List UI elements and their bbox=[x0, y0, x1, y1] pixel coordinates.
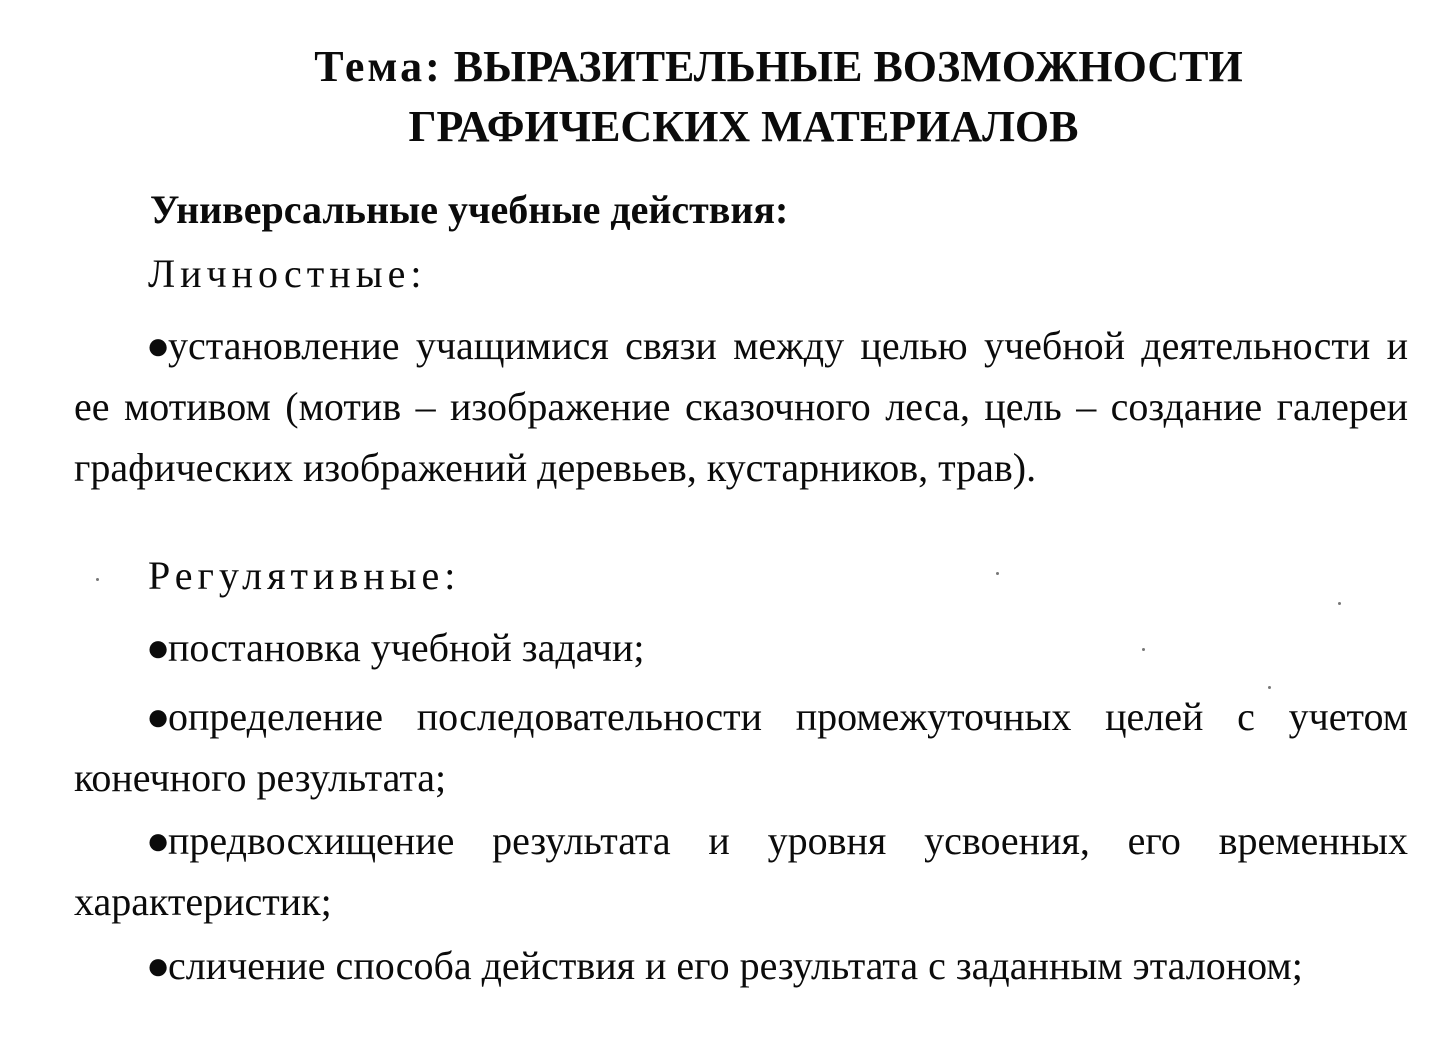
list-item-regulative-3 bbox=[74, 810, 1408, 932]
title-prefix: Тема: bbox=[314, 42, 443, 91]
page-title-line-2 bbox=[0, 98, 1447, 156]
bullet-icon: ● bbox=[146, 943, 171, 988]
title-text-line-2: ГРАФИЧЕСКИХ МАТЕРИАЛОВ bbox=[408, 102, 1079, 151]
scan-speck bbox=[1338, 602, 1341, 605]
scan-speck bbox=[96, 578, 99, 581]
list-item-regulative-2 bbox=[74, 686, 1408, 808]
list-item-text: постановка учебной задачи; bbox=[168, 625, 645, 670]
scan-speck bbox=[1142, 648, 1145, 651]
bullet-icon: ● bbox=[146, 694, 171, 739]
scan-speck bbox=[1268, 686, 1271, 689]
list-item-text: сличение способа действия и его результата с заданным эталоном; bbox=[168, 943, 1303, 988]
page-title-line-1 bbox=[0, 38, 1447, 96]
list-item-text: определение последовательности промежуточных целей с учетом конечного результата; bbox=[74, 694, 1408, 800]
bullet-icon: ● bbox=[146, 818, 171, 863]
list-item-regulative-1 bbox=[74, 617, 1408, 678]
scan-speck bbox=[996, 572, 999, 575]
list-item-text: предвосхищение результата и уровня усвоения, его временных характеристик; bbox=[74, 818, 1408, 924]
category-regulative: Регулятивные: bbox=[148, 553, 461, 598]
section-heading: Универсальные учебные действия: bbox=[150, 187, 789, 232]
bullet-icon: ● bbox=[146, 323, 171, 368]
list-item-regulative-4 bbox=[74, 935, 1408, 996]
title-text-line-1: ВЫРАЗИТЕЛЬНЫЕ ВОЗМОЖНОСТИ bbox=[453, 42, 1243, 91]
list-item-text: установление учащимися связи между целью учебной деятельности и ее мотивом (мотив – изображение сказочного леса, цель – создание галереи графических изображений деревьев, кустарников, трав). bbox=[74, 323, 1408, 490]
category-personal: Личностные: bbox=[148, 251, 427, 296]
list-item-personal-1 bbox=[74, 315, 1408, 498]
bullet-icon: ● bbox=[146, 625, 171, 670]
